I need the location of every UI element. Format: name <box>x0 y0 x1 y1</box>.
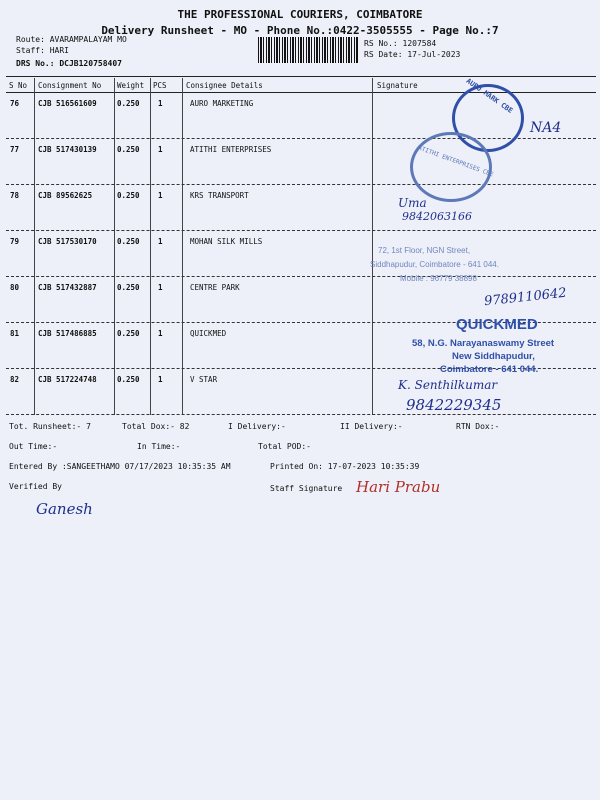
row-sno: 79 <box>10 237 20 246</box>
row-sno: 80 <box>10 283 20 292</box>
i-delivery: I Delivery:- <box>228 422 286 431</box>
row-pcs: 1 <box>158 145 163 154</box>
runsheet-subtitle: Delivery Runsheet - MO - Phone No.:0422-3505555 - Page No.:7 <box>101 24 499 37</box>
row-consignee: AURO MARKETING <box>190 99 254 108</box>
staff-signature-ink: Hari Prabu <box>356 478 441 496</box>
table-top-rule <box>6 76 596 77</box>
row-consignee: MOHAN SILK MILLS <box>190 237 263 246</box>
in-time: In Time:- <box>137 442 181 451</box>
quickmed-stamp-line1: 58, N.G. Narayanaswamy Street <box>412 338 555 349</box>
column-header: Consignment No <box>38 81 102 90</box>
row-pcs: 1 <box>158 191 163 200</box>
out-time: Out Time:- <box>9 442 58 451</box>
row-consignment: CJB 517486885 <box>38 329 97 338</box>
column-header: Signature <box>377 81 418 90</box>
handwritten-phone-3: 9842229345 <box>406 396 502 414</box>
tot-runsheet: Tot. Runsheet:- 7 <box>9 422 91 431</box>
row-consignment: CJB 517530170 <box>38 237 97 246</box>
rtn-dox: RTN Dox:- <box>456 422 500 431</box>
mohan-stamp-line1: 72, 1st Floor, NGN Street, <box>378 246 471 255</box>
row-divider <box>6 184 596 185</box>
rs-date: RS Date: 17-Jul-2023 <box>364 50 461 59</box>
handwritten-sign-1: NA4 <box>530 120 562 136</box>
row-weight: 0.250 <box>117 145 140 154</box>
column-divider <box>150 78 151 415</box>
drs-number: DRS No.: DCJB120758407 <box>16 59 122 68</box>
auro-stamp-text: AURO MARK CBE <box>464 77 515 115</box>
total-dox: Total Dox:- 82 <box>122 422 190 431</box>
row-divider <box>6 276 596 277</box>
handwritten-phone-1: 9842063166 <box>402 210 472 223</box>
handwritten-phone-2: 9789110642 <box>483 285 568 310</box>
quickmed-stamp-name: QUICKMED <box>456 316 538 333</box>
mohan-stamp-line3: Mobile : 96779 38898 <box>400 274 477 283</box>
row-pcs: 1 <box>158 99 163 108</box>
rs-number: RS No.: 1207584 <box>364 39 437 48</box>
staff-label: Staff: HARI <box>16 46 69 55</box>
row-weight: 0.250 <box>117 99 140 108</box>
column-divider <box>372 78 373 415</box>
entered-by: Entered By :SANGEETHAMO 07/17/2023 10:35:35 AM <box>9 462 231 471</box>
row-divider <box>6 230 596 231</box>
column-header: Consignee Details <box>186 81 263 90</box>
column-divider <box>34 78 35 415</box>
column-header: S No <box>9 81 28 90</box>
verified-by-label: Verified By <box>9 482 62 491</box>
row-weight: 0.250 <box>117 375 140 384</box>
atithi-stamp-text: ATITHI ENTERPRISES CBE <box>417 144 495 179</box>
column-header: Weight <box>117 81 145 90</box>
staff-signature-label: Staff Signature <box>270 484 343 493</box>
ii-delivery: II Delivery:- <box>340 422 403 431</box>
row-consignment: CJB 517432887 <box>38 283 97 292</box>
mohan-stamp-line2: Siddhapudur, Coimbatore - 641 044. <box>370 260 499 269</box>
row-pcs: 1 <box>158 237 163 246</box>
printed-on: Printed On: 17-07-2023 10:35:39 <box>270 462 420 471</box>
barcode <box>258 37 358 63</box>
row-consignee: CENTRE PARK <box>190 283 240 292</box>
row-sno: 76 <box>10 99 20 108</box>
handwritten-sign-3: K. Senthilkumar <box>398 378 498 392</box>
row-sno: 81 <box>10 329 20 338</box>
row-consignee: ATITHI ENTERPRISES <box>190 145 272 154</box>
row-weight: 0.250 <box>117 237 140 246</box>
row-consignment: CJB 517224748 <box>38 375 97 384</box>
column-divider <box>114 78 115 415</box>
row-pcs: 1 <box>158 375 163 384</box>
handwritten-sign-2: Uma <box>398 196 427 210</box>
row-consignment: CJB 89562625 <box>38 191 93 200</box>
quickmed-stamp-line2: New Siddhapudur, <box>452 351 535 362</box>
row-sno: 82 <box>10 375 20 384</box>
row-divider <box>6 414 596 415</box>
row-consignment: CJB 517430139 <box>38 145 97 154</box>
row-pcs: 1 <box>158 329 163 338</box>
row-consignee: KRS TRANSPORT <box>190 191 249 200</box>
column-divider <box>182 78 183 415</box>
company-title: THE PROFESSIONAL COURIERS, COIMBATORE <box>177 8 423 21</box>
row-weight: 0.250 <box>117 329 140 338</box>
route-label: Route: AVARAMPALAYAM MO <box>16 35 127 44</box>
row-weight: 0.250 <box>117 283 140 292</box>
row-consignee: QUICKMED <box>190 329 227 338</box>
row-weight: 0.250 <box>117 191 140 200</box>
row-consignment: CJB 516561609 <box>38 99 97 108</box>
total-pod: Total POD:- <box>258 442 311 451</box>
row-sno: 77 <box>10 145 20 154</box>
row-consignee: V STAR <box>190 375 218 384</box>
row-sno: 78 <box>10 191 20 200</box>
row-pcs: 1 <box>158 283 163 292</box>
quickmed-stamp-line3: Coimbatore - 641 044. <box>440 364 539 375</box>
verifier-signature-ink: Ganesh <box>36 500 93 518</box>
column-header: PCS <box>153 81 167 90</box>
